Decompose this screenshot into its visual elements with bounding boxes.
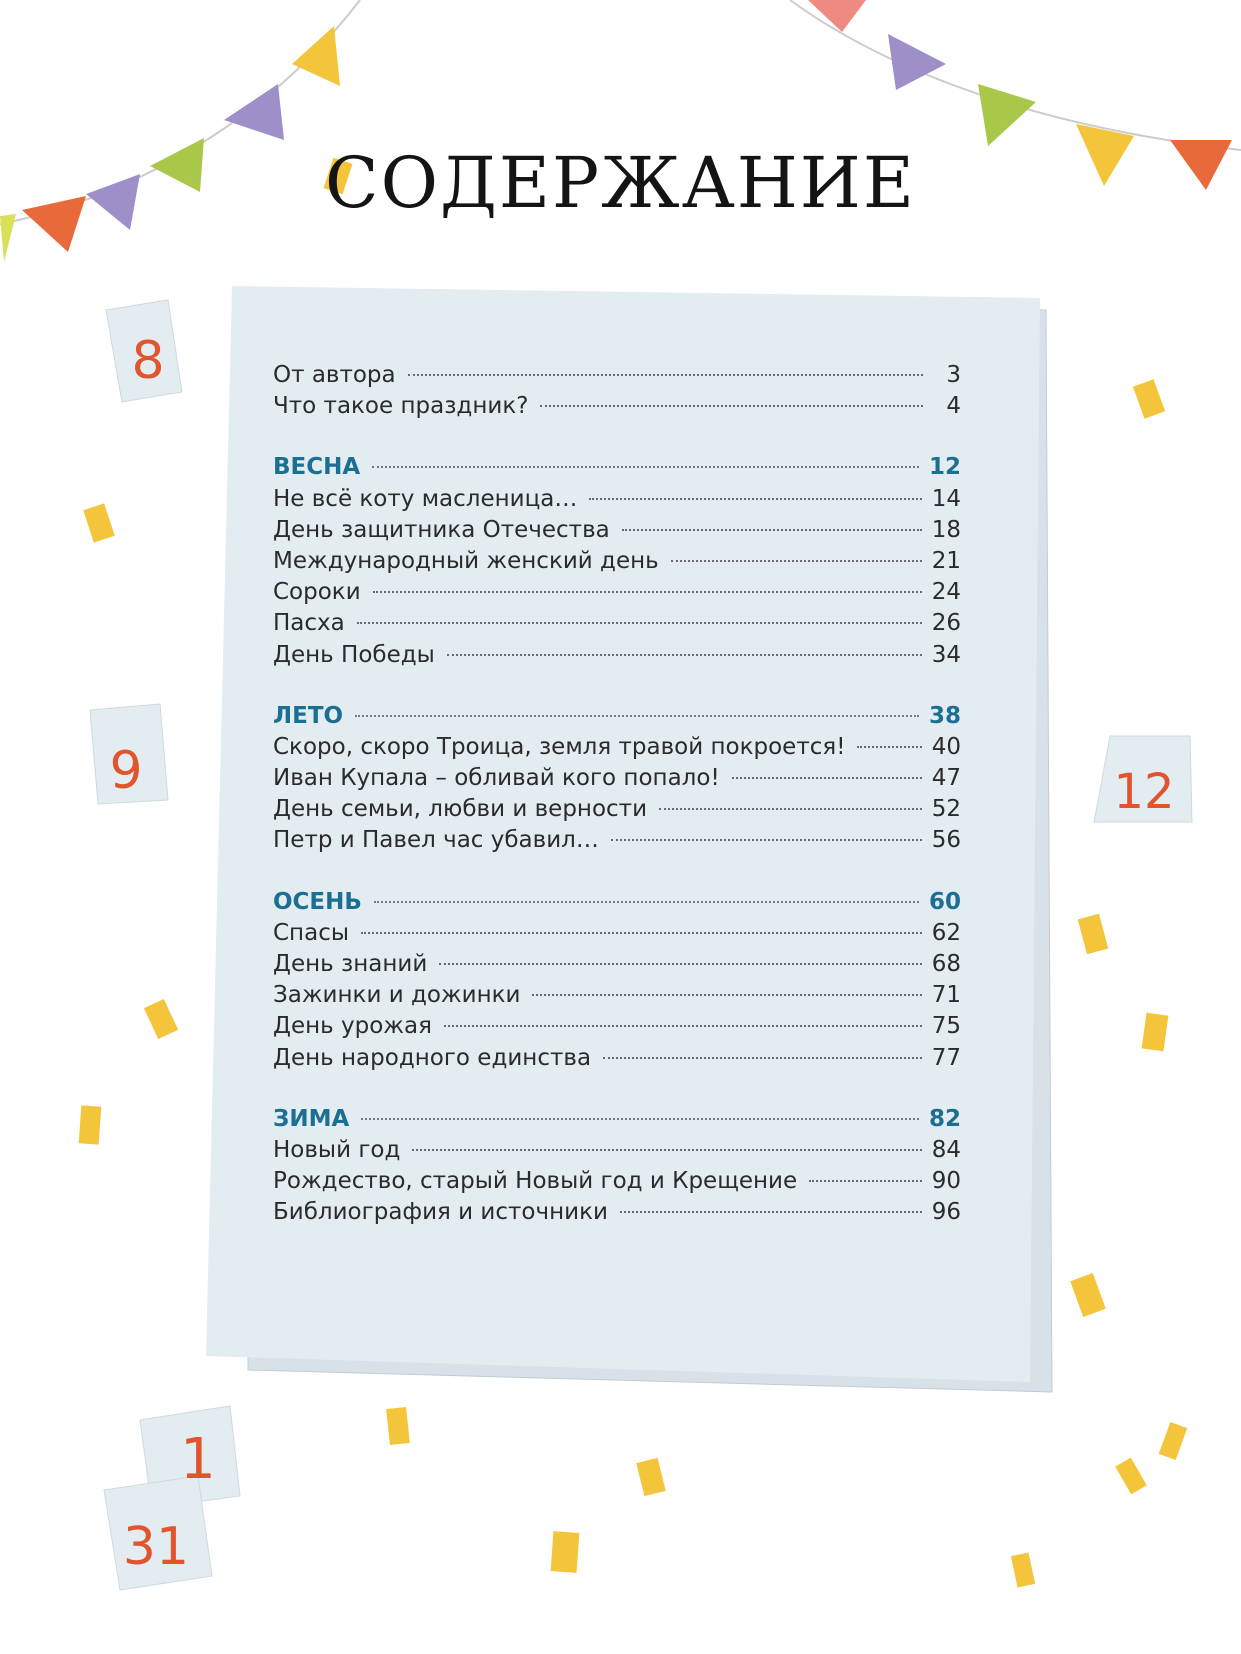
leader-dots xyxy=(732,777,922,779)
toc-entry xyxy=(273,515,961,546)
toc-entry-label: Зажинки и дожинки xyxy=(273,982,521,1009)
toc-entry xyxy=(273,763,961,794)
toc-entry xyxy=(273,640,961,671)
toc-entry-page: 68 xyxy=(931,951,961,977)
toc-entry xyxy=(273,1197,961,1228)
toc-entry xyxy=(273,1011,961,1042)
confetti-piece xyxy=(1070,1273,1106,1317)
leader-dots xyxy=(355,715,919,717)
toc-entry-page: 3 xyxy=(946,362,961,388)
calendar-number: 1 xyxy=(180,1427,216,1492)
leader-dots xyxy=(373,591,922,593)
bunting-flag-green xyxy=(978,84,1036,146)
leader-dots xyxy=(857,746,921,748)
toc-entry-page: 40 xyxy=(931,733,961,760)
leader-dots xyxy=(361,932,922,934)
toc-entry-label: День Победы xyxy=(273,641,435,668)
toc-entry-label: Не всё коту масленица… xyxy=(273,485,578,512)
toc-entry xyxy=(273,825,961,856)
toc-section-spring xyxy=(273,452,961,670)
section-heading-page: 82 xyxy=(928,1105,961,1132)
confetti-piece xyxy=(79,1105,102,1144)
confetti-piece xyxy=(1159,1422,1188,1460)
toc-entry-label: Иван Купала – обливай кого попало! xyxy=(273,765,720,792)
confetti-piece xyxy=(1011,1552,1035,1587)
toc-entry xyxy=(273,1166,961,1197)
leader-dots xyxy=(622,529,922,531)
section-heading-page: 38 xyxy=(928,702,961,729)
section-heading xyxy=(273,887,961,918)
bunting-flag-yellow xyxy=(292,26,340,86)
section-heading-page: 60 xyxy=(928,888,961,915)
calendar-number: 9 xyxy=(109,741,143,801)
toc-entry xyxy=(273,391,961,422)
toc-entry-label: От автора xyxy=(273,362,396,388)
confetti-piece xyxy=(551,1531,580,1573)
toc-section-winter xyxy=(273,1104,961,1229)
bunting-flag-purple xyxy=(888,34,946,90)
section-heading-label: ОСЕНЬ xyxy=(273,888,362,915)
toc-entry-page: 24 xyxy=(931,579,961,606)
confetti-piece xyxy=(1078,914,1109,954)
toc-entry xyxy=(273,732,961,763)
toc-entry-page: 71 xyxy=(931,982,961,1009)
bunting-string-right xyxy=(790,0,1241,150)
toc-entry xyxy=(273,1043,961,1074)
toc-entry xyxy=(273,949,961,980)
toc-section-summer xyxy=(273,701,961,857)
toc-entry-label: Сороки xyxy=(273,579,361,606)
bunting-flag-pink xyxy=(808,0,866,32)
toc-entry-page: 14 xyxy=(931,485,961,512)
leader-dots xyxy=(444,1025,922,1027)
leader-dots xyxy=(372,466,919,468)
section-heading xyxy=(273,1104,961,1135)
section-heading xyxy=(273,452,961,483)
leader-dots xyxy=(412,1149,921,1151)
toc-entry xyxy=(273,794,961,825)
leader-dots xyxy=(620,1211,922,1213)
section-heading-label: ЗИМА xyxy=(273,1105,350,1132)
toc-entry xyxy=(273,918,961,949)
leader-dots xyxy=(809,1180,922,1182)
leader-dots xyxy=(603,1057,922,1059)
confetti-piece xyxy=(1133,379,1165,418)
leader-dots xyxy=(611,839,922,841)
toc-entry-label: Пасха xyxy=(273,610,345,637)
leader-dots xyxy=(671,560,922,562)
toc-entry-label: Рождество, старый Новый год и Крещение xyxy=(273,1168,798,1195)
toc-entry-label: Петр и Павел час убавил… xyxy=(273,827,599,854)
section-heading xyxy=(273,701,961,732)
toc-entry-label: День семьи, любви и верности xyxy=(273,796,648,823)
confetti-piece xyxy=(83,503,114,542)
toc-entry-label: День урожая xyxy=(273,1013,432,1040)
table-of-contents xyxy=(273,360,961,1229)
toc-entry-label: День знаний xyxy=(273,951,428,977)
toc-entry-page: 52 xyxy=(931,796,961,823)
toc-entry-label: Скоро, скоро Троица, земля травой покроется! xyxy=(273,733,846,760)
calendar-number: 12 xyxy=(1113,764,1175,820)
toc-entry-page: 21 xyxy=(931,547,961,574)
toc-entry-label: Международный женский день xyxy=(273,547,659,574)
toc-section-autumn xyxy=(273,887,961,1074)
toc-entry xyxy=(273,577,961,608)
bunting-flag-purple xyxy=(224,84,284,140)
toc-entry-label: Что такое праздник? xyxy=(273,393,529,420)
toc-entry-page: 75 xyxy=(931,1013,961,1040)
section-heading-page: 12 xyxy=(928,454,961,481)
toc-entry-page: 56 xyxy=(931,827,961,854)
leader-dots xyxy=(659,808,922,810)
leader-dots xyxy=(408,374,923,376)
confetti-piece xyxy=(1142,1013,1169,1052)
toc-entry xyxy=(273,608,961,639)
leader-dots xyxy=(532,994,921,996)
toc-entry-page: 96 xyxy=(931,1199,961,1226)
leader-dots xyxy=(589,498,921,500)
calendar-number: 8 xyxy=(131,331,165,391)
confetti-piece xyxy=(636,1458,666,1496)
page-title: СОДЕРЖАНИЕ xyxy=(325,142,916,224)
toc-entry-label: Новый год xyxy=(273,1136,401,1163)
toc-entry-page: 47 xyxy=(931,765,961,792)
toc-entry-page: 26 xyxy=(931,610,961,637)
section-heading-label: ВЕСНА xyxy=(273,454,361,481)
section-heading-label: ЛЕТО xyxy=(273,702,344,729)
confetti-piece xyxy=(144,999,178,1039)
toc-entry-page: 34 xyxy=(931,641,961,668)
leader-dots xyxy=(357,622,922,624)
toc-entry xyxy=(273,980,961,1011)
toc-entry-page: 90 xyxy=(931,1168,961,1195)
toc-entry-page: 77 xyxy=(931,1044,961,1071)
leader-dots xyxy=(374,901,919,903)
confetti-piece xyxy=(386,1407,410,1445)
toc-entry-label: День народного единства xyxy=(273,1044,592,1071)
toc-entry xyxy=(273,1135,961,1166)
toc-entry xyxy=(273,484,961,515)
leader-dots xyxy=(447,654,922,656)
toc-entry-page: 18 xyxy=(931,516,961,543)
toc-entry-page: 62 xyxy=(931,919,961,946)
leader-dots xyxy=(540,405,923,407)
toc-entry-label: Библиография и источники xyxy=(273,1199,608,1226)
toc-entry-page: 84 xyxy=(931,1136,961,1163)
toc-entry xyxy=(273,360,961,391)
leader-dots xyxy=(361,1118,919,1120)
toc-entry xyxy=(273,546,961,577)
confetti-piece xyxy=(1115,1458,1147,1495)
toc-entry-label: День защитника Отечества xyxy=(273,516,610,543)
leader-dots xyxy=(439,963,921,965)
toc-entry-page: 4 xyxy=(946,393,961,420)
toc-entry-label: Спасы xyxy=(273,919,349,946)
calendar-number: 31 xyxy=(122,1517,190,1577)
